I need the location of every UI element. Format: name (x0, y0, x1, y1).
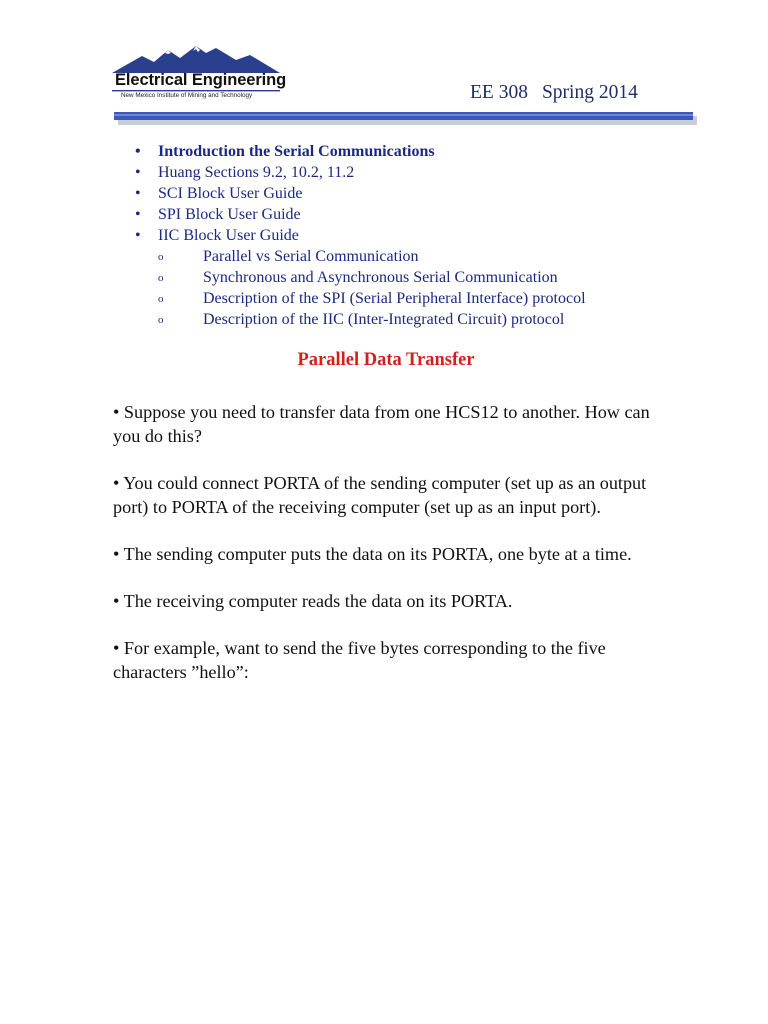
subitem-label: Description of the SPI (Serial Peripheral Interface) protocol (203, 290, 586, 307)
paragraph: • The sending computer puts the data on its PORTA, one byte at a time. (113, 544, 632, 564)
section-title: Parallel Data Transfer (297, 350, 475, 370)
outline-item-huang (135, 162, 695, 183)
subitem-sync-async (158, 267, 695, 288)
course-code: EE 308 (470, 82, 528, 103)
outline-item-iic (135, 225, 695, 246)
subitem-spi-protocol (158, 288, 695, 309)
logo-subtitle: New Mexico Institute of Mining and Technology (121, 92, 253, 99)
topic-outline (135, 141, 695, 330)
circle-bullet-icon: o (158, 272, 164, 284)
course-term: Spring 2014 (541, 82, 638, 103)
page-header (0, 0, 768, 130)
paragraph: • The receiving computer reads the data on its PORTA. (113, 591, 513, 611)
circle-bullet-icon: o (158, 251, 164, 263)
department-logo (112, 44, 287, 104)
course-info (470, 82, 638, 104)
subitem-label: Description of the IIC (Inter-Integrated Circuit) protocol (203, 311, 565, 328)
circle-bullet-icon: o (158, 314, 164, 326)
outline-sublist-container (135, 246, 695, 330)
outline-item-label: SCI Block User Guide (158, 185, 303, 202)
bullet-icon: • (135, 164, 141, 181)
bullet-icon: • (135, 206, 141, 223)
topic-sublist (135, 246, 695, 330)
paragraph: • You could connect PORTA of the sending computer (set up as an output port) to PORTA of the receiving computer (set up as an input port). (113, 473, 647, 517)
outline-item-label: Introduction the Serial Communications (158, 143, 435, 160)
subitem-iic-protocol (158, 309, 695, 330)
outline-item-label: IIC Block User Guide (158, 227, 299, 244)
subitem-label: Parallel vs Serial Communication (203, 248, 419, 265)
bullet-icon: • (135, 143, 141, 160)
outline-item-sci (135, 183, 695, 204)
bullet-icon: • (135, 227, 141, 244)
outline-item-spi (135, 204, 695, 225)
outline-item-intro (135, 141, 695, 162)
subitem-label: Synchronous and Asynchronous Serial Communication (203, 269, 558, 286)
mountain-logo-icon (112, 44, 284, 74)
outline-item-label: Huang Sections 9.2, 10.2, 11.2 (158, 164, 355, 181)
bullet-icon: • (135, 185, 141, 202)
paragraph: • Suppose you need to transfer data from one HCS12 to another. How can you do this? (113, 402, 650, 446)
subitem-parallel-vs-serial (158, 246, 695, 267)
logo-title: Electrical Engineering (115, 71, 287, 89)
outline-item-label: SPI Block User Guide (158, 206, 301, 223)
paragraph: • For example, want to send the five bytes corresponding to the five characters ”hello”: (113, 638, 606, 682)
header-rule (114, 112, 697, 125)
circle-bullet-icon: o (158, 293, 164, 305)
body-text (113, 400, 673, 707)
